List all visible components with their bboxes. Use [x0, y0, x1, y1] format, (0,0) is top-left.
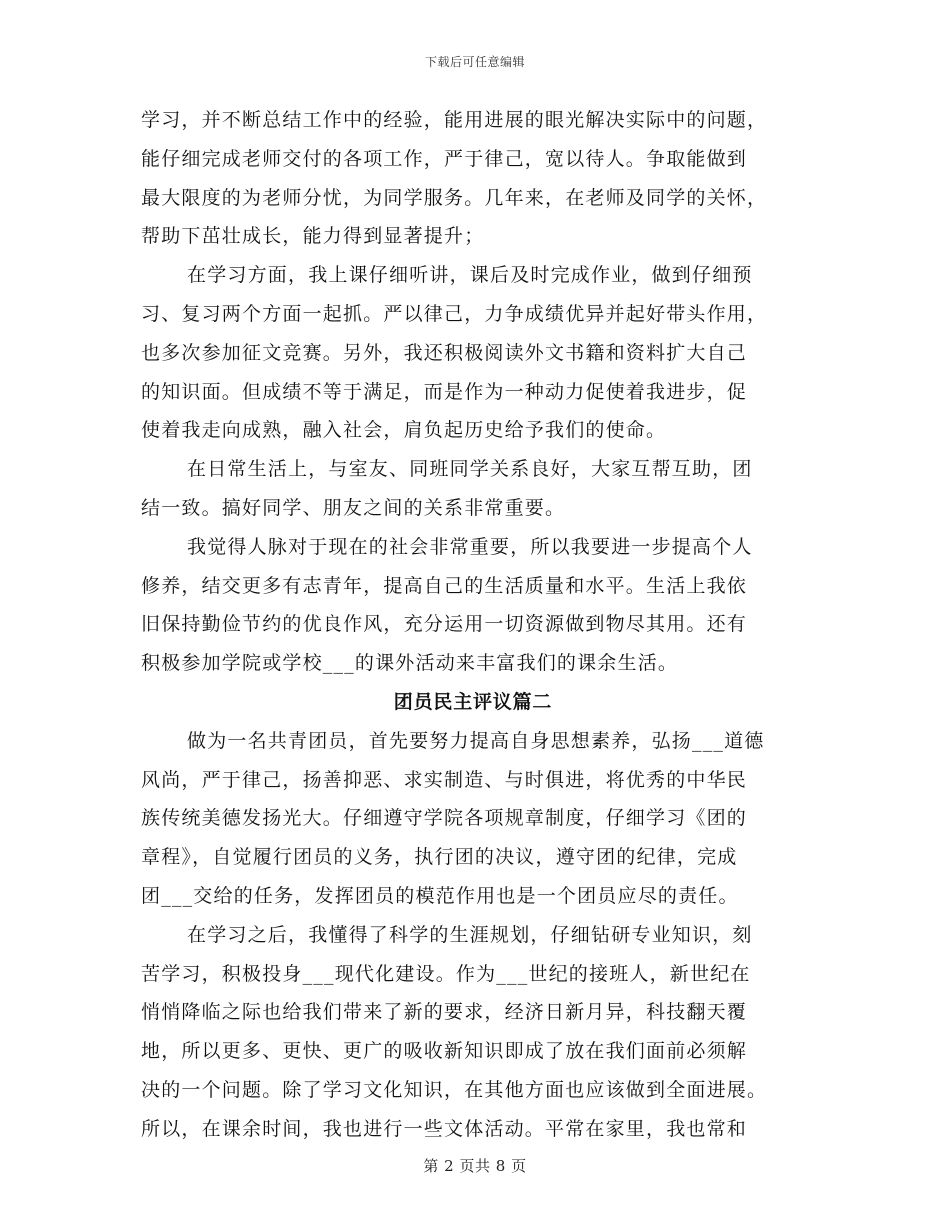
text-line: 苦学习，积极投身___现代化建设。作为___世纪的接班人，新世纪在: [141, 962, 751, 985]
text-line: 做为一名共青团员，首先要努力提高自身思想素养，弘扬___道德: [187, 729, 765, 752]
text-line: 的知识面。但成绩不等于满足，而是作为一种动力促使着我进步，促: [141, 380, 748, 403]
document-body: [141, 101, 805, 1149]
section-heading: 团员民主评议篇二: [393, 690, 553, 713]
page-number: 第 2 页共 8 页: [423, 1157, 527, 1175]
text-line: 地，所以更多、更快、更广的吸收新知识即成了放在我们面前必须解: [141, 1040, 748, 1063]
text-line: 旧保持勤俭节约的优良作风，充分运用一切资源做到物尽其用。还有: [141, 613, 748, 636]
text-line: 习、复习两个方面一起抓。严以律己，力争成绩优异并起好带头作用，: [141, 302, 768, 325]
text-line: 风尚，严于律己，扬善抑恶、求实制造、与时俱进，将优秀的中华民: [141, 768, 748, 791]
text-line: 决的一个问题。除了学习文化知识，在其他方面也应该做到全面进展。: [141, 1078, 768, 1101]
text-line: 能仔细完成老师交付的各项工作，严于律己，宽以待人。争取能做到: [141, 147, 748, 170]
text-line: 修养，结交更多有志青年，提高自己的生活质量和水平。生活上我依: [141, 574, 748, 597]
text-line: 族传统美德发扬光大。仔细遵守学院各项规章制度，仔细学习《团的: [141, 807, 748, 830]
text-line: 在学习之后，我懂得了科学的生涯规划，仔细钻研专业知识，刻: [187, 923, 753, 946]
text-line: 最大限度的为老师分忧，为同学服务。几年来，在老师及同学的关怀，: [141, 186, 768, 209]
text-line: 悄悄降临之际也给我们带来了新的要求，经济日新月异，科技翻天覆: [141, 1001, 748, 1024]
text-line: 团___交给的任务，发挥团员的模范作用也是一个团员应尽的责任。: [141, 884, 739, 907]
text-line: 学习，并不断总结工作中的经验，能用进展的眼光解决实际中的问题，: [141, 109, 768, 131]
text-line: 所以，在课余时间，我也进行一些文体活动。平常在家里，我也常和: [141, 1117, 748, 1140]
text-line: 结一致。搞好同学、朋友之间的关系非常重要。: [141, 496, 566, 519]
text-line: 积极参加学院或学校___的课外活动来丰富我们的课余生活。: [141, 652, 679, 675]
text-line: 帮助下茁壮成长，能力得到显著提升；: [141, 225, 485, 248]
text-line: 使着我走向成熟，融入社会，肩负起历史给予我们的使命。: [141, 419, 667, 442]
text-line: 章程》，自觉履行团员的义务，执行团的决议，遵守团的纪律，完成: [141, 846, 738, 869]
page-header: 下载后可任意编辑: [424, 55, 525, 69]
text-line: 也多次参加征文竞赛。另外，我还积极阅读外文书籍和资料扩大自己: [141, 341, 748, 364]
text-line: 在日常生活上，与室友、同班同学关系良好，大家互帮互助，团: [187, 458, 753, 481]
text-line: 我觉得人脉对于现在的社会非常重要，所以我要进一步提高个人: [187, 535, 753, 558]
text-line: 在学习方面，我上课仔细听讲，课后及时完成作业，做到仔细预: [187, 264, 753, 287]
